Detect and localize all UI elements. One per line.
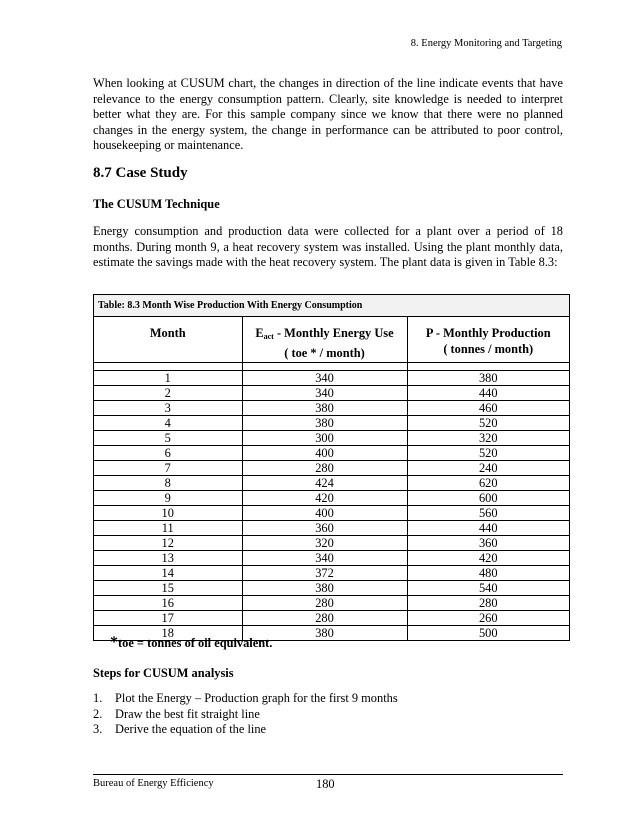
cell-energy: 372 <box>242 566 407 581</box>
cell-energy: 340 <box>242 386 407 401</box>
section-title: 8.7 Case Study <box>93 165 188 181</box>
cell-energy: 340 <box>242 371 407 386</box>
cell-production: 600 <box>407 491 569 506</box>
step-number: 1. <box>93 691 103 705</box>
cell-production: 380 <box>407 371 569 386</box>
header-energy-sub: act <box>263 332 274 341</box>
table-spacer-row <box>94 363 569 371</box>
cell-energy: 380 <box>242 401 407 416</box>
table-row <box>94 431 569 446</box>
header-production <box>407 317 569 363</box>
cell-energy: 380 <box>242 626 407 641</box>
cell-month: 18 <box>94 626 242 641</box>
table-row <box>94 596 569 611</box>
table-footnote <box>110 634 272 652</box>
case-study-paragraph: Energy consumption and production data were collected for a plant over a period of 18 months. During month 9, a heat recovery system was installed. Using the plant monthly data, estimate the savings made with the heat recovery system. The plant data is given in Table 8.3: <box>93 224 563 270</box>
cell-month: 9 <box>94 491 242 506</box>
steps-title: Steps for CUSUM analysis <box>93 666 234 680</box>
header-energy-rest: - Monthly Energy Use <box>273 326 394 340</box>
cell-production: 240 <box>407 461 569 476</box>
cell-production: 440 <box>407 386 569 401</box>
step-item <box>93 707 398 723</box>
footnote-text: toe = tonnes of oil equivalent. <box>118 636 273 650</box>
cell-energy: 420 <box>242 491 407 506</box>
cell-energy: 360 <box>242 521 407 536</box>
cell-production: 620 <box>407 476 569 491</box>
step-number: 2. <box>93 706 103 721</box>
header-month: Month <box>94 317 242 363</box>
cell-month: 6 <box>94 446 242 461</box>
header-energy-e: E <box>255 326 264 340</box>
cell-energy: 424 <box>242 476 407 491</box>
table-row <box>94 386 569 401</box>
cell-energy: 380 <box>242 416 407 431</box>
cell-energy: 280 <box>242 461 407 476</box>
cell-month: 10 <box>94 506 242 521</box>
table-row <box>94 581 569 596</box>
step-text: Draw the best fit straight line <box>115 706 260 721</box>
cell-production: 500 <box>407 626 569 641</box>
cell-month: 2 <box>94 386 242 401</box>
cell-month: 11 <box>94 521 242 536</box>
cell-energy: 300 <box>242 431 407 446</box>
cell-energy: 320 <box>242 536 407 551</box>
cell-month: 7 <box>94 461 242 476</box>
cell-month: 4 <box>94 416 242 431</box>
cell-production: 540 <box>407 581 569 596</box>
cell-production: 560 <box>407 506 569 521</box>
table-caption: Table: 8.3 Month Wise Production With Energy Consumption <box>94 295 569 317</box>
cell-month: 16 <box>94 596 242 611</box>
cell-production: 440 <box>407 521 569 536</box>
table-row <box>94 551 569 566</box>
table-row <box>94 611 569 626</box>
header-energy <box>242 317 407 363</box>
energy-production-table <box>94 317 569 640</box>
table-row <box>94 566 569 581</box>
cell-month: 14 <box>94 566 242 581</box>
cell-energy: 280 <box>242 596 407 611</box>
cell-month: 1 <box>94 371 242 386</box>
cell-month: 3 <box>94 401 242 416</box>
cell-production: 280 <box>407 596 569 611</box>
cell-month: 15 <box>94 581 242 596</box>
intro-paragraph: When looking at CUSUM chart, the changes in direction of the line indicate events that have relevance to the energy consumption pattern. Clearly, site knowledge is needed to interpret better what they are. For this sample company since we know that there were no planned changes in the energy system, the change in performance can be attributed to poor control, housekeeping or maintenance. <box>93 76 563 153</box>
cell-month: 5 <box>94 431 242 446</box>
table-row <box>94 401 569 416</box>
header-production-label: P - Monthly Production <box>425 326 551 340</box>
page-number: 180 <box>316 777 335 791</box>
steps-list <box>93 691 398 738</box>
data-table-container <box>93 294 570 641</box>
table-row <box>94 461 569 476</box>
footer-organization: Bureau of Energy Efficiency <box>93 778 214 789</box>
cell-energy: 400 <box>242 506 407 521</box>
step-text: Derive the equation of the line <box>115 722 267 736</box>
table-row <box>94 446 569 461</box>
cell-month: 8 <box>94 476 242 491</box>
cell-month: 12 <box>94 536 242 551</box>
table-row <box>94 476 569 491</box>
cell-production: 260 <box>407 611 569 626</box>
footer-divider <box>93 774 563 775</box>
table-row <box>94 371 569 386</box>
cell-energy: 400 <box>242 446 407 461</box>
footnote-star: * <box>110 634 118 651</box>
cell-production: 480 <box>407 566 569 581</box>
cell-month: 17 <box>94 611 242 626</box>
cell-production: 520 <box>407 416 569 431</box>
step-text: Plot the Energy – Production graph for the first 9 months <box>115 691 398 705</box>
cell-energy: 340 <box>242 551 407 566</box>
step-number: 3. <box>93 722 103 736</box>
step-item <box>93 691 398 707</box>
cell-energy: 380 <box>242 581 407 596</box>
cell-production: 520 <box>407 446 569 461</box>
table-row <box>94 506 569 521</box>
cell-month: 13 <box>94 551 242 566</box>
cell-production: 420 <box>407 551 569 566</box>
table-body <box>94 363 569 641</box>
header-energy-unit: ( toe * / month) <box>284 346 365 360</box>
section-subtitle: The CUSUM Technique <box>93 197 220 211</box>
cell-energy: 280 <box>242 611 407 626</box>
cell-production: 460 <box>407 401 569 416</box>
table-row <box>94 491 569 506</box>
table-row <box>94 536 569 551</box>
table-row <box>94 416 569 431</box>
header-production-unit: ( tonnes / month) <box>443 342 534 356</box>
table-row <box>94 521 569 536</box>
cell-production: 320 <box>407 431 569 446</box>
page-header: 8. Energy Monitoring and Targeting <box>410 38 562 49</box>
cell-production: 360 <box>407 536 569 551</box>
step-item <box>93 722 398 738</box>
